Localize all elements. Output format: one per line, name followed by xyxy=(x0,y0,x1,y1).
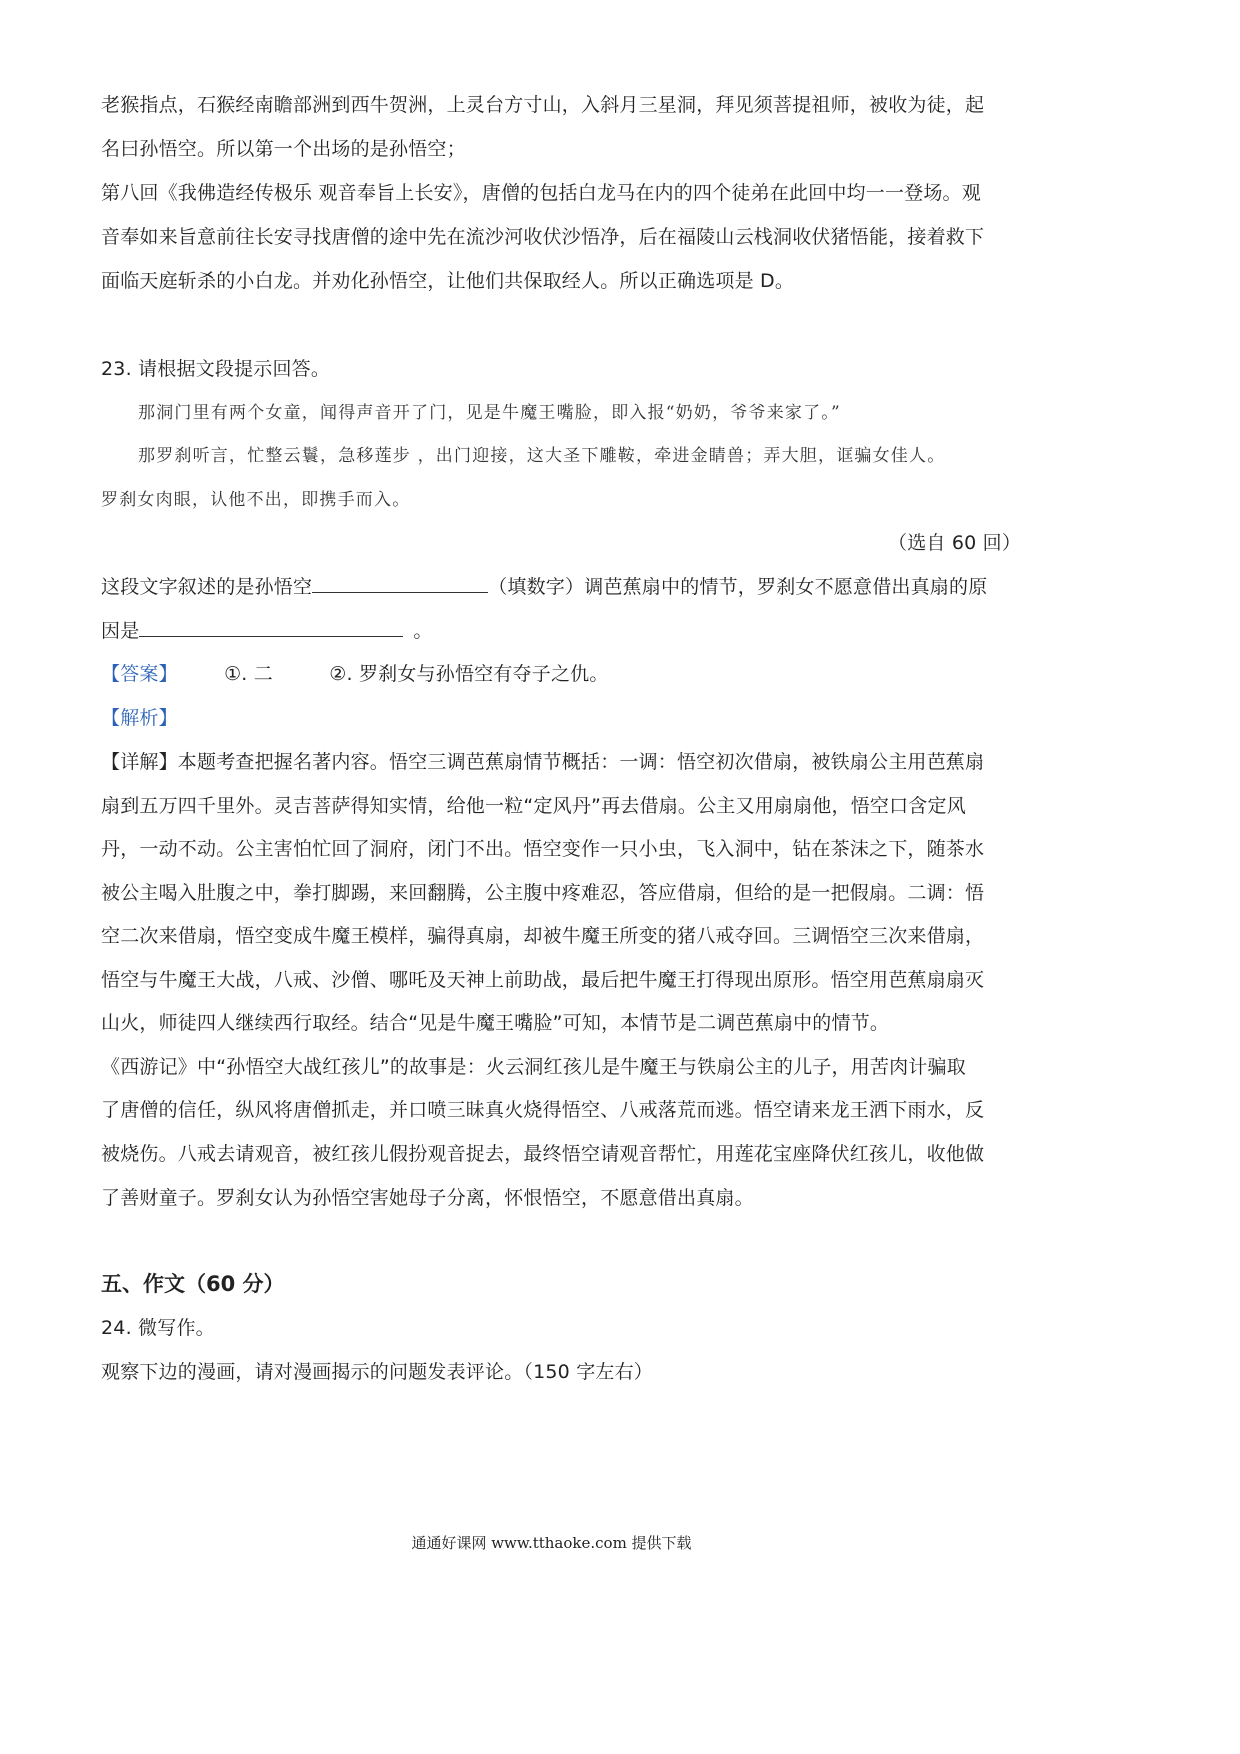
prompt-text: （填数字）调芭蕉扇中的情节，罗刹女不愿意借出真扇的原 xyxy=(488,576,988,598)
answer-blank xyxy=(312,574,488,593)
analysis-tag: 【解析】 xyxy=(101,707,178,729)
paragraph-line: 面临天庭斩杀的小白龙。并劝化孙悟空，让他们共保取经人。所以正确选项是 D。 xyxy=(101,270,795,292)
page-footer: 通通好课网 www.tthaoke.com 提供下载 xyxy=(411,1534,692,1552)
answer-item: ①. 二 xyxy=(224,663,273,685)
detail-line: 了善财童子。罗刹女认为孙悟空害她母子分离，怀恨悟空，不愿意借出真扇。 xyxy=(101,1187,754,1209)
detail-line: 丹，一动不动。公主害怕忙回了洞府，闭门不出。悟空变作一只小虫，飞入洞中，钻在茶沫之下，随茶水 xyxy=(101,838,985,860)
paragraph-line: 名曰孙悟空。所以第一个出场的是孙悟空； xyxy=(101,138,466,160)
detail-line: 【详解】本题考查把握名著内容。悟空三调芭蕉扇情节概括：一调：悟空初次借扇，被铁扇公主用芭蕉扇 xyxy=(101,751,985,773)
paragraph-line: 第八回《我佛造经传极乐 观音奉旨上长安》，唐僧的包括白龙马在内的四个徒弟在此回中均一一登场。观 xyxy=(101,182,981,204)
fill-in-prompt xyxy=(101,618,433,644)
prompt-text: 这段文字叙述的是孙悟空 xyxy=(101,576,313,598)
detail-line: 被烧伤。八戒去请观音，被红孩儿假扮观音捉去，最终悟空请观音帮忙，用莲花宝座降伏红孩儿，收他做 xyxy=(101,1143,985,1165)
detail-line: 扇到五万四千里外。灵吉菩萨得知实情，给他一粒“定风丹”再去借扇。公主又用扇扇他，悟空口含定风 xyxy=(101,795,966,817)
detail-line: 悟空与牛魔王大战，八戒、沙僧、哪吒及天神上前助战，最后把牛魔王打得现出原形。悟空用芭蕉扇扇灭 xyxy=(101,969,985,991)
passage-line: 那罗刹听言，忙整云鬟，急移莲步 ，出门迎接，这大圣下雕鞍，牵进金睛兽；弄大胆，诓骗女佳人。 xyxy=(138,446,946,466)
passage-source: （选自 60 回） xyxy=(888,532,1022,554)
passage-line: 那洞门里有两个女童，闻得声音开了门，见是牛魔王嘴脸，即入报“奶奶，爷爷来家了。” xyxy=(138,403,841,423)
prompt-text: 因是 xyxy=(101,620,140,642)
answer-tag: 【答案】 xyxy=(101,663,178,685)
question-23-title: 23. 请根据文段提示回答。 xyxy=(101,358,331,380)
section-heading: 五、作文（60 分） xyxy=(101,1272,285,1296)
prompt-text: 。 xyxy=(413,620,433,642)
paragraph-line: 老猴指点，石猴经南瞻部洲到西牛贺洲，上灵台方寸山，入斜月三星洞，拜见须菩提祖师，被收为徒，起 xyxy=(101,94,985,116)
question-24-prompt: 观察下边的漫画，请对漫画揭示的问题发表评论。（150 字左右） xyxy=(101,1361,654,1383)
detail-line: 《西游记》中“孙悟空大战红孩儿”的故事是：火云洞红孩儿是牛魔王与铁扇公主的儿子，用苦肉计骗取 xyxy=(101,1056,966,1078)
question-24-title: 24. 微写作。 xyxy=(101,1317,215,1339)
fill-in-prompt xyxy=(101,574,987,600)
detail-line: 了唐僧的信任，纵风将唐僧抓走，并口喷三昧真火烧得悟空、八戒落荒而逃。悟空请来龙王洒下雨水，反 xyxy=(101,1099,985,1121)
detail-line: 山火，师徒四人继续西行取经。结合“见是牛魔王嘴脸”可知，本情节是二调芭蕉扇中的情节。 xyxy=(101,1012,890,1034)
answer-line xyxy=(101,661,609,687)
paragraph-line: 音奉如来旨意前往长安寻找唐僧的途中先在流沙河收伏沙悟净，后在福陵山云栈洞收伏猪悟能，接着救下 xyxy=(101,226,985,248)
answer-item: ②. 罗刹女与孙悟空有夺子之仇。 xyxy=(329,663,609,685)
detail-line: 被公主喝入肚腹之中，拳打脚踢，来回翻腾，公主腹中疼难忍，答应借扇，但给的是一把假扇。二调：悟 xyxy=(101,882,985,904)
passage-line: 罗刹女肉眼，认他不出，即携手而入。 xyxy=(101,490,411,510)
answer-blank xyxy=(139,618,403,637)
detail-line: 空二次来借扇，悟空变成牛魔王模样，骗得真扇，却被牛魔王所变的猪八戒夺回。三调悟空三次来借扇， xyxy=(101,925,985,947)
